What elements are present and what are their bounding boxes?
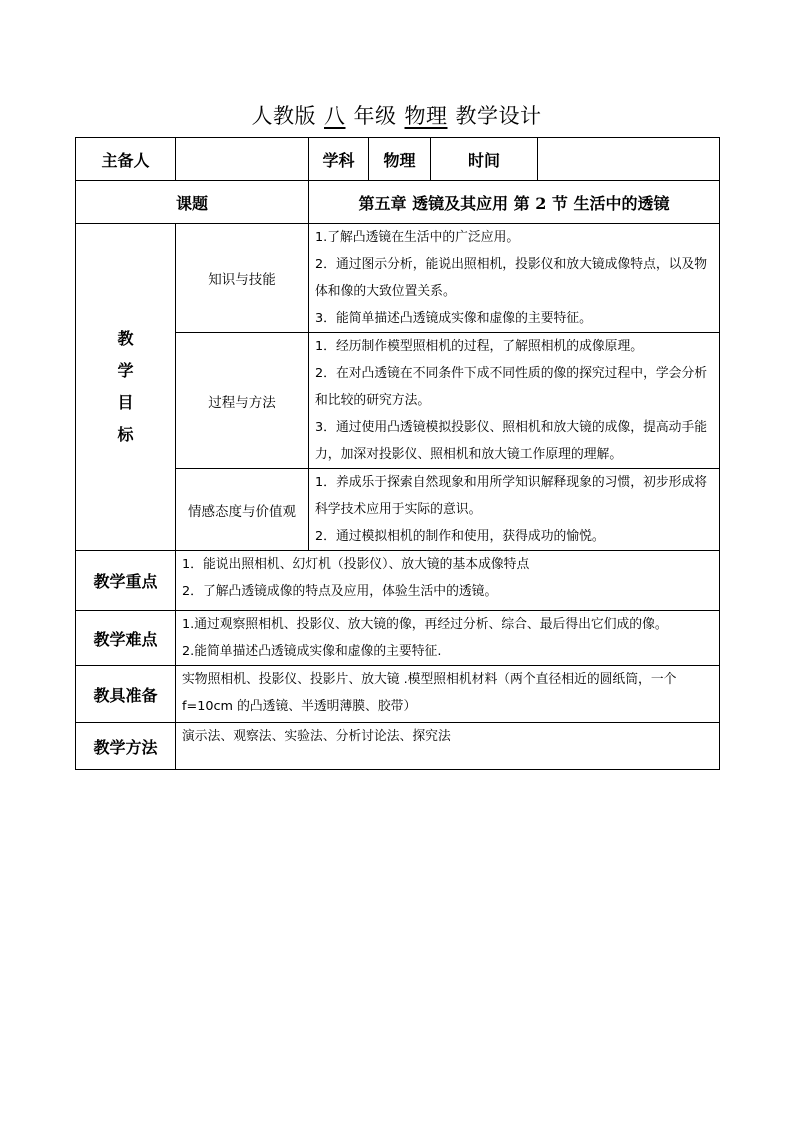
list-item: 2．在对凸透镜在不同条件下成不同性质的像的探究过程中，学会分析和比较的研究方法。 <box>315 366 708 408</box>
objectives-label-char: 目 <box>117 393 134 412</box>
methods-label: 教学方法 <box>76 723 176 770</box>
objectives-label-char: 教 <box>117 329 134 348</box>
time-value <box>538 138 720 181</box>
title-prefix: 人教版 <box>251 104 316 128</box>
time-label: 时间 <box>431 138 538 181</box>
subject-label: 学科 <box>309 138 369 181</box>
objective-row-knowledge <box>76 224 720 333</box>
knowledge-skills-content <box>309 224 720 333</box>
list-item: 1.通过观察照相机、投影仪、放大镜的像，再经过分析、综合、最后得出它们成的像。 <box>182 617 668 632</box>
materials-row <box>76 666 720 723</box>
planner-label: 主备人 <box>76 138 176 181</box>
objectives-label <box>76 224 176 551</box>
materials-text: 实物照相机、投影仪、投影片、放大镜 .模型照相机材料（两个直径相近的圆纸筒，一个 f=10cm 的凸透镜、半透明薄膜、胶带） <box>182 672 677 714</box>
attitude-values-label: 情感态度与价值观 <box>176 469 309 551</box>
objectives-label-char: 标 <box>117 425 134 444</box>
process-methods-content <box>309 333 720 469</box>
difficulties-content <box>176 611 720 666</box>
planner-value <box>176 138 309 181</box>
list-item: 3．能简单描述凸透镜成实像和虚像的主要特征。 <box>315 311 592 326</box>
objectives-label-char: 学 <box>117 361 134 380</box>
materials-content <box>176 666 720 723</box>
topic-value: 第五章 透镜及其应用 第 2 节 生活中的透镜 <box>309 181 720 224</box>
title-suffix: 教学设计 <box>455 104 542 128</box>
list-item: 1．能说出照相机、幻灯机（投影仪）、放大镜的基本成像特点 <box>182 557 530 572</box>
attitude-values-content <box>309 469 720 551</box>
knowledge-skills-label: 知识与技能 <box>176 224 309 333</box>
title-grade: 八 <box>324 104 346 128</box>
list-item: 2．了解凸透镜成像的特点及应用，体验生活中的透镜。 <box>182 584 498 599</box>
process-methods-label: 过程与方法 <box>176 333 309 469</box>
methods-row <box>76 723 720 770</box>
list-item: 2.能简单描述凸透镜成实像和虚像的主要特征. <box>182 644 442 659</box>
list-item: 2．通过模拟相机的制作和使用，获得成功的愉悦。 <box>315 529 605 544</box>
list-item: 1．经历制作模型照相机的过程，了解照相机的成像原理。 <box>315 339 644 354</box>
subject-value: 物理 <box>369 138 431 181</box>
topic-label: 课题 <box>76 181 309 224</box>
title-grade-suffix: 年级 <box>353 104 397 128</box>
title-subject: 物理 <box>404 104 448 128</box>
difficulties-label: 教学难点 <box>76 611 176 666</box>
methods-text: 演示法、观察法、实验法、分析讨论法、探究法 <box>182 729 451 744</box>
info-row <box>76 138 720 181</box>
key-points-content <box>176 551 720 611</box>
list-item: 1．养成乐于探索自然现象和用所学知识解释现象的习惯，初步形成将科学技术应用于实际的意识。 <box>315 475 708 517</box>
difficulties-row <box>76 611 720 666</box>
topic-row <box>76 181 720 224</box>
methods-content <box>176 723 720 770</box>
list-item: 2．通过图示分析，能说出照相机，投影仪和放大镜成像特点，以及物体和像的大致位置关系。 <box>315 257 708 299</box>
key-points-label: 教学重点 <box>76 551 176 611</box>
list-item: 1.了解凸透镜在生活中的广泛应用。 <box>315 230 520 245</box>
lesson-plan-table <box>75 137 720 770</box>
key-points-row <box>76 551 720 611</box>
list-item: 3．通过使用凸透镜模拟投影仪、照相机和放大镜的成像，提高动手能力，加深对投影仪、照相机和放大镜工作原理的理解。 <box>315 420 708 462</box>
document-title <box>0 102 793 130</box>
materials-label: 教具准备 <box>76 666 176 723</box>
